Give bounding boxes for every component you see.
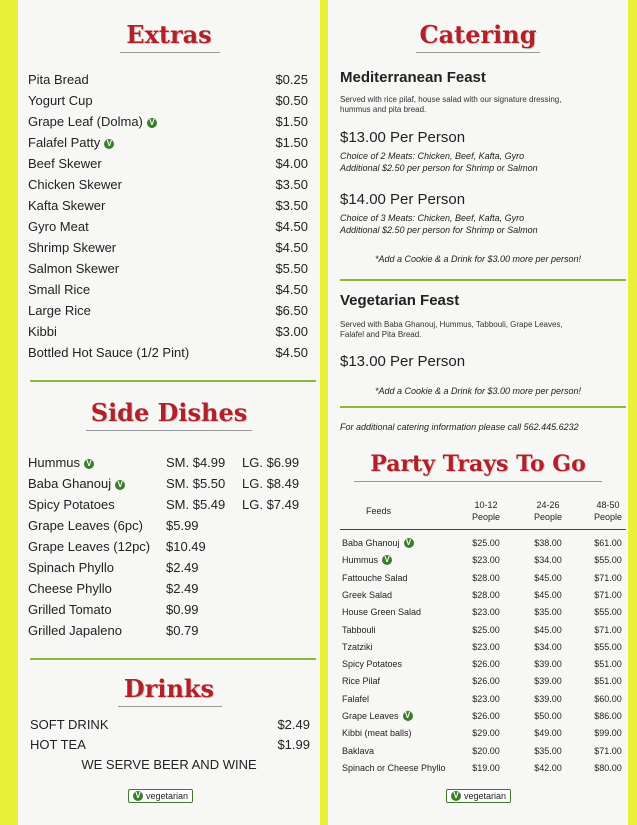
vegetarian-addon-note: *Add a Cookie & a Drink for $3.00 more per person! (374, 386, 582, 396)
party-tray-price-medium: $39.00 (534, 659, 562, 670)
vegetarian-icon: V (404, 538, 414, 548)
extras-item-price: $4.50 (275, 240, 308, 255)
party-trays-title-underline (354, 481, 602, 482)
party-tray-price-medium: $34.00 (534, 641, 562, 652)
party-tray-name-text: Hummus (342, 555, 379, 566)
extras-item (28, 324, 308, 340)
vegetarian-icon: V (147, 118, 157, 128)
mediterranean-feast-desc-1: Served with rice pilaf, house salad with our signature dressing, (340, 95, 562, 104)
party-tray-price-large: $51.00 (594, 659, 622, 670)
party-tray-price-small: $29.00 (472, 728, 500, 739)
catering-title: Catering (419, 20, 537, 49)
extras-item-name: Shrimp Skewer (28, 240, 117, 255)
extras-item-name: Small Rice (28, 282, 91, 297)
vegetarian-feast-desc-2: Falafel and Pita Bread. (340, 330, 422, 339)
catering-title-underline (416, 52, 540, 53)
extras-item-price: $4.50 (275, 345, 308, 360)
party-tray-price-medium: $38.00 (534, 538, 562, 548)
side-dish-price: SM. $4.99 (166, 455, 226, 470)
party-tray-price-small: $23.00 (472, 641, 500, 652)
party-tray-price-small: $26.00 (472, 711, 500, 721)
party-tray-name (342, 673, 380, 690)
party-tray-name (342, 552, 392, 569)
party-tray-price-medium: $39.00 (534, 693, 562, 704)
drink-item (30, 717, 310, 733)
drink-name: HOT TEA (30, 737, 86, 752)
party-tray-price-small: $28.00 (472, 572, 500, 583)
mediterranean-option-2-line-1: Choice of 3 Meats: Chicken, Beef, Kafta, Gyro (340, 213, 525, 223)
mediterranean-feast-name: Mediterranean Feast (340, 69, 486, 86)
party-tray-row (340, 639, 626, 656)
side-dish-name: Grape Leaves (12pc) (28, 539, 151, 554)
party-tray-price-large: $80.00 (594, 762, 622, 773)
extras-item-price: $5.50 (275, 261, 308, 276)
mediterranean-addon-note: *Add a Cookie & a Drink for $3.00 more per person! (374, 254, 582, 264)
party-tray-name (342, 725, 412, 742)
party-tray-name (342, 708, 413, 725)
extras-divider (30, 380, 316, 382)
drinks-note: WE SERVE BEER AND WINE (81, 757, 257, 772)
mediterranean-option-1-line-2: Additional $2.50 per person for Shrimp or Salmon (340, 163, 538, 173)
party-tray-price-medium: $45.00 (534, 572, 562, 583)
extras-item-price: $4.50 (275, 219, 308, 234)
extras-item (28, 282, 308, 298)
vegetarian-icon: V (403, 711, 413, 721)
party-tray-name-text: Tabbouli (342, 624, 376, 635)
party-tray-price-small: $23.00 (472, 607, 500, 618)
party-tray-price-small: $26.00 (472, 676, 500, 687)
mediterranean-option-2-price: $14.00 Per Person (340, 191, 466, 208)
vegetarian-badge-right (446, 789, 511, 803)
extras-item (28, 198, 308, 214)
party-tray-price-medium: $39.00 (534, 676, 562, 687)
extras-item-price: $3.50 (275, 198, 308, 213)
party-tray-price-large: $71.00 (594, 572, 622, 583)
party-tray-name (342, 570, 408, 587)
vegetarian-feast-desc-1: Served with Baba Ghanouj, Hummus, Tabbouli, Grape Leaves, (340, 320, 563, 329)
party-tray-name-text: Fattouche Salad (342, 572, 408, 583)
drink-name: SOFT DRINK (30, 717, 109, 732)
party-tray-name (342, 622, 376, 639)
extras-item (28, 219, 308, 235)
party-tray-name-text: House Green Salad (342, 607, 422, 618)
party-tray-price-small: $26.00 (472, 659, 500, 670)
party-tray-name (342, 760, 446, 777)
party-tray-price-small: $25.00 (472, 538, 500, 548)
side-dishes-divider (30, 658, 316, 660)
party-tray-price-large: $55.00 (594, 607, 622, 618)
party-tray-row (340, 760, 626, 777)
extras-item-price: $1.50 (275, 135, 308, 150)
mediterranean-option-2-line-2: Additional $2.50 per person for Shrimp or Salmon (340, 225, 538, 235)
column-24-26-top: 24-26 (536, 500, 560, 510)
extras-item-name: Chicken Skewer (28, 177, 122, 192)
side-dish-price: $10.49 (166, 539, 206, 554)
extras-item (28, 345, 308, 361)
party-tray-name (342, 691, 369, 708)
side-dish-price-large: LG. $7.49 (242, 497, 300, 512)
party-tray-price-large: $71.00 (594, 589, 622, 600)
party-tray-price-medium: $35.00 (534, 745, 562, 756)
extras-item-name: Bottled Hot Sauce (1/2 Pint) (28, 345, 190, 360)
mediterranean-option-1-line-1: Choice of 2 Meats: Chicken, Beef, Kafta, Gyro (340, 151, 525, 161)
vegetarian-icon: V (104, 139, 114, 149)
extras-item-price: $0.50 (275, 93, 308, 108)
extras-item-name: Kafta Skewer (28, 198, 106, 213)
mediterranean-option-1-price: $13.00 Per Person (340, 129, 466, 146)
side-dish-item (28, 623, 308, 639)
side-dish-item (28, 497, 308, 513)
party-tray-price-medium: $42.00 (534, 762, 562, 773)
vegetarian-icon: V (84, 459, 94, 469)
mediterranean-divider (340, 279, 626, 281)
party-tray-price-large: $86.00 (594, 711, 622, 721)
extras-item-price: $3.50 (275, 177, 308, 192)
party-tray-name (342, 743, 374, 760)
extras-item-name: Gyro Meat (28, 219, 89, 234)
party-tray-price-large: $71.00 (594, 624, 622, 635)
party-tray-name-text: Baba Ghanouj (342, 538, 400, 548)
party-tray-price-small: $19.00 (472, 762, 500, 773)
party-tray-price-large: $55.00 (594, 641, 622, 652)
party-tray-name-text: Baklava (342, 745, 375, 756)
side-dish-price-large: LG. $8.49 (242, 476, 300, 491)
party-tray-name-text: Falafel (342, 693, 370, 704)
party-tray-name (342, 604, 421, 621)
party-tray-row (340, 743, 626, 760)
extras-item-name: Grape Leaf (Dolma) (28, 114, 143, 129)
party-tray-row (340, 691, 626, 708)
party-tray-name-text: Greek Salad (342, 589, 393, 600)
party-tray-name (342, 535, 414, 552)
right-menu-panel (328, 0, 628, 825)
party-tray-row (340, 552, 626, 569)
vegetarian-icon: V (115, 480, 125, 490)
party-tray-price-small: $23.00 (472, 693, 500, 704)
extras-item (28, 303, 308, 319)
party-tray-row (340, 604, 626, 621)
vegetarian-badge-label: vegetarian (464, 791, 507, 801)
side-dish-price: $0.79 (166, 623, 199, 638)
extras-item (28, 240, 308, 256)
party-tray-row (340, 725, 626, 742)
party-tray-row (340, 535, 626, 552)
side-dishes-title: Side Dishes (90, 398, 248, 427)
side-dish-price-large: LG. $6.99 (242, 455, 300, 470)
vegetarian-feast-name: Vegetarian Feast (340, 292, 460, 309)
extras-item (28, 261, 308, 277)
side-dishes-title-underline (86, 430, 252, 431)
extras-item (28, 177, 308, 193)
extras-item-price: $0.25 (275, 72, 308, 87)
side-dish-item (28, 518, 308, 534)
drinks-title: Drinks (123, 674, 215, 703)
extras-item (28, 72, 308, 88)
drink-price: $2.49 (277, 717, 310, 732)
extras-item-name: Large Rice (28, 303, 91, 318)
side-dish-price: $2.49 (166, 560, 199, 575)
party-tray-price-medium: $50.00 (534, 711, 562, 721)
party-tray-name (342, 639, 373, 656)
side-dish-name: Cheese Phyllo (28, 581, 112, 596)
extras-title-underline (120, 52, 220, 53)
party-tray-name-text: Spinach or Cheese Phyllo (342, 762, 446, 773)
extras-item-name: Pita Bread (28, 72, 89, 87)
party-tray-price-small: $20.00 (472, 745, 500, 756)
party-tray-name-text: Rice Pilaf (342, 676, 381, 687)
extras-item (28, 156, 308, 172)
party-tray-row (340, 587, 626, 604)
party-tray-name-text: Grape Leaves (342, 711, 399, 721)
column-48-50-top: 48-50 (596, 500, 620, 510)
party-tray-price-medium: $35.00 (534, 607, 562, 618)
party-tray-name-text: Kibbi (meat balls) (342, 728, 412, 739)
side-dish-price: $0.99 (166, 602, 199, 617)
extras-item-name: Kibbi (28, 324, 57, 339)
party-tray-price-large: $51.00 (594, 676, 622, 687)
party-tray-price-medium: $45.00 (534, 589, 562, 600)
extras-item (28, 135, 308, 151)
party-tray-row (340, 708, 626, 725)
party-tray-price-medium: $49.00 (534, 728, 562, 739)
left-menu-panel (18, 0, 320, 825)
side-dish-item (28, 539, 308, 555)
extras-title: Extras (126, 20, 212, 49)
vegetarian-icon: V (133, 791, 143, 801)
side-dish-name: Grilled Japaleno (28, 623, 122, 638)
party-tray-row (340, 622, 626, 639)
side-dish-item (28, 560, 308, 576)
side-dish-name: Spicy Potatoes (28, 497, 115, 512)
catering-info-line: For additional catering information please call 562.445.6232 (340, 422, 579, 432)
party-tray-price-small: $23.00 (472, 555, 500, 566)
party-tray-name-text: Tzatziki (342, 641, 373, 652)
party-tray-price-small: $28.00 (472, 589, 500, 600)
column-10-12-top: 10-12 (474, 500, 498, 510)
column-48-50-bottom: People (593, 512, 623, 522)
vegetarian-badge-label: vegetarian (146, 791, 189, 801)
extras-item-price: $6.50 (275, 303, 308, 318)
feeds-column-header: Feeds (366, 506, 392, 516)
side-dish-item (28, 476, 308, 492)
extras-item-name: Salmon Skewer (28, 261, 120, 276)
side-dish-item (28, 602, 308, 618)
party-tray-name (342, 656, 402, 673)
party-tray-price-large: $61.00 (594, 538, 622, 548)
party-tray-price-medium: $45.00 (534, 624, 562, 635)
column-10-12-bottom: People (471, 512, 501, 522)
party-trays-header-rule (340, 529, 626, 530)
side-dish-price: $5.99 (166, 518, 199, 533)
extras-item-name: Beef Skewer (28, 156, 102, 171)
drinks-title-underline (118, 706, 222, 707)
vegetarian-icon: V (382, 555, 392, 565)
side-dish-name: Spinach Phyllo (28, 560, 114, 575)
extras-item-price: $3.00 (275, 324, 308, 339)
extras-item-price: $4.50 (275, 282, 308, 297)
side-dish-item (28, 455, 308, 471)
drink-price: $1.99 (277, 737, 310, 752)
extras-item-price: $4.00 (275, 156, 308, 171)
extras-item (28, 114, 308, 130)
side-dish-price: $2.49 (166, 581, 199, 596)
extras-item (28, 93, 308, 109)
party-tray-row (340, 570, 626, 587)
party-tray-row (340, 656, 626, 673)
party-tray-price-large: $99.00 (594, 728, 622, 739)
side-dish-name: Baba Ghanouj (28, 476, 112, 491)
party-tray-row (340, 673, 626, 690)
side-dish-item (28, 581, 308, 597)
side-dish-price: SM. $5.50 (166, 476, 226, 491)
extras-item-price: $1.50 (275, 114, 308, 129)
party-tray-price-large: $55.00 (594, 555, 622, 566)
vegetarian-feast-price: $13.00 Per Person (340, 353, 466, 370)
vegetarian-badge-left (128, 789, 193, 803)
party-tray-price-large: $60.00 (594, 693, 622, 704)
vegetarian-icon: V (451, 791, 461, 801)
party-tray-price-medium: $34.00 (534, 555, 562, 566)
extras-item-name: Yogurt Cup (28, 93, 93, 108)
party-tray-price-large: $71.00 (594, 745, 622, 756)
side-dish-name: Hummus (28, 455, 81, 470)
column-24-26-bottom: People (533, 512, 563, 522)
side-dish-name: Grape Leaves (6pc) (28, 518, 143, 533)
drink-item (30, 737, 310, 753)
vegetarian-divider (340, 406, 626, 408)
party-tray-name (342, 587, 392, 604)
party-trays-header (340, 499, 626, 527)
party-tray-name-text: Spicy Potatoes (342, 659, 403, 670)
extras-item-name: Falafel Patty (28, 135, 101, 150)
side-dish-price: SM. $5.49 (166, 497, 226, 512)
party-tray-price-small: $25.00 (472, 624, 500, 635)
side-dish-name: Grilled Tomato (28, 602, 112, 617)
mediterranean-feast-desc-2: hummus and pita bread. (340, 105, 427, 114)
party-trays-title: Party Trays To Go (370, 451, 586, 477)
